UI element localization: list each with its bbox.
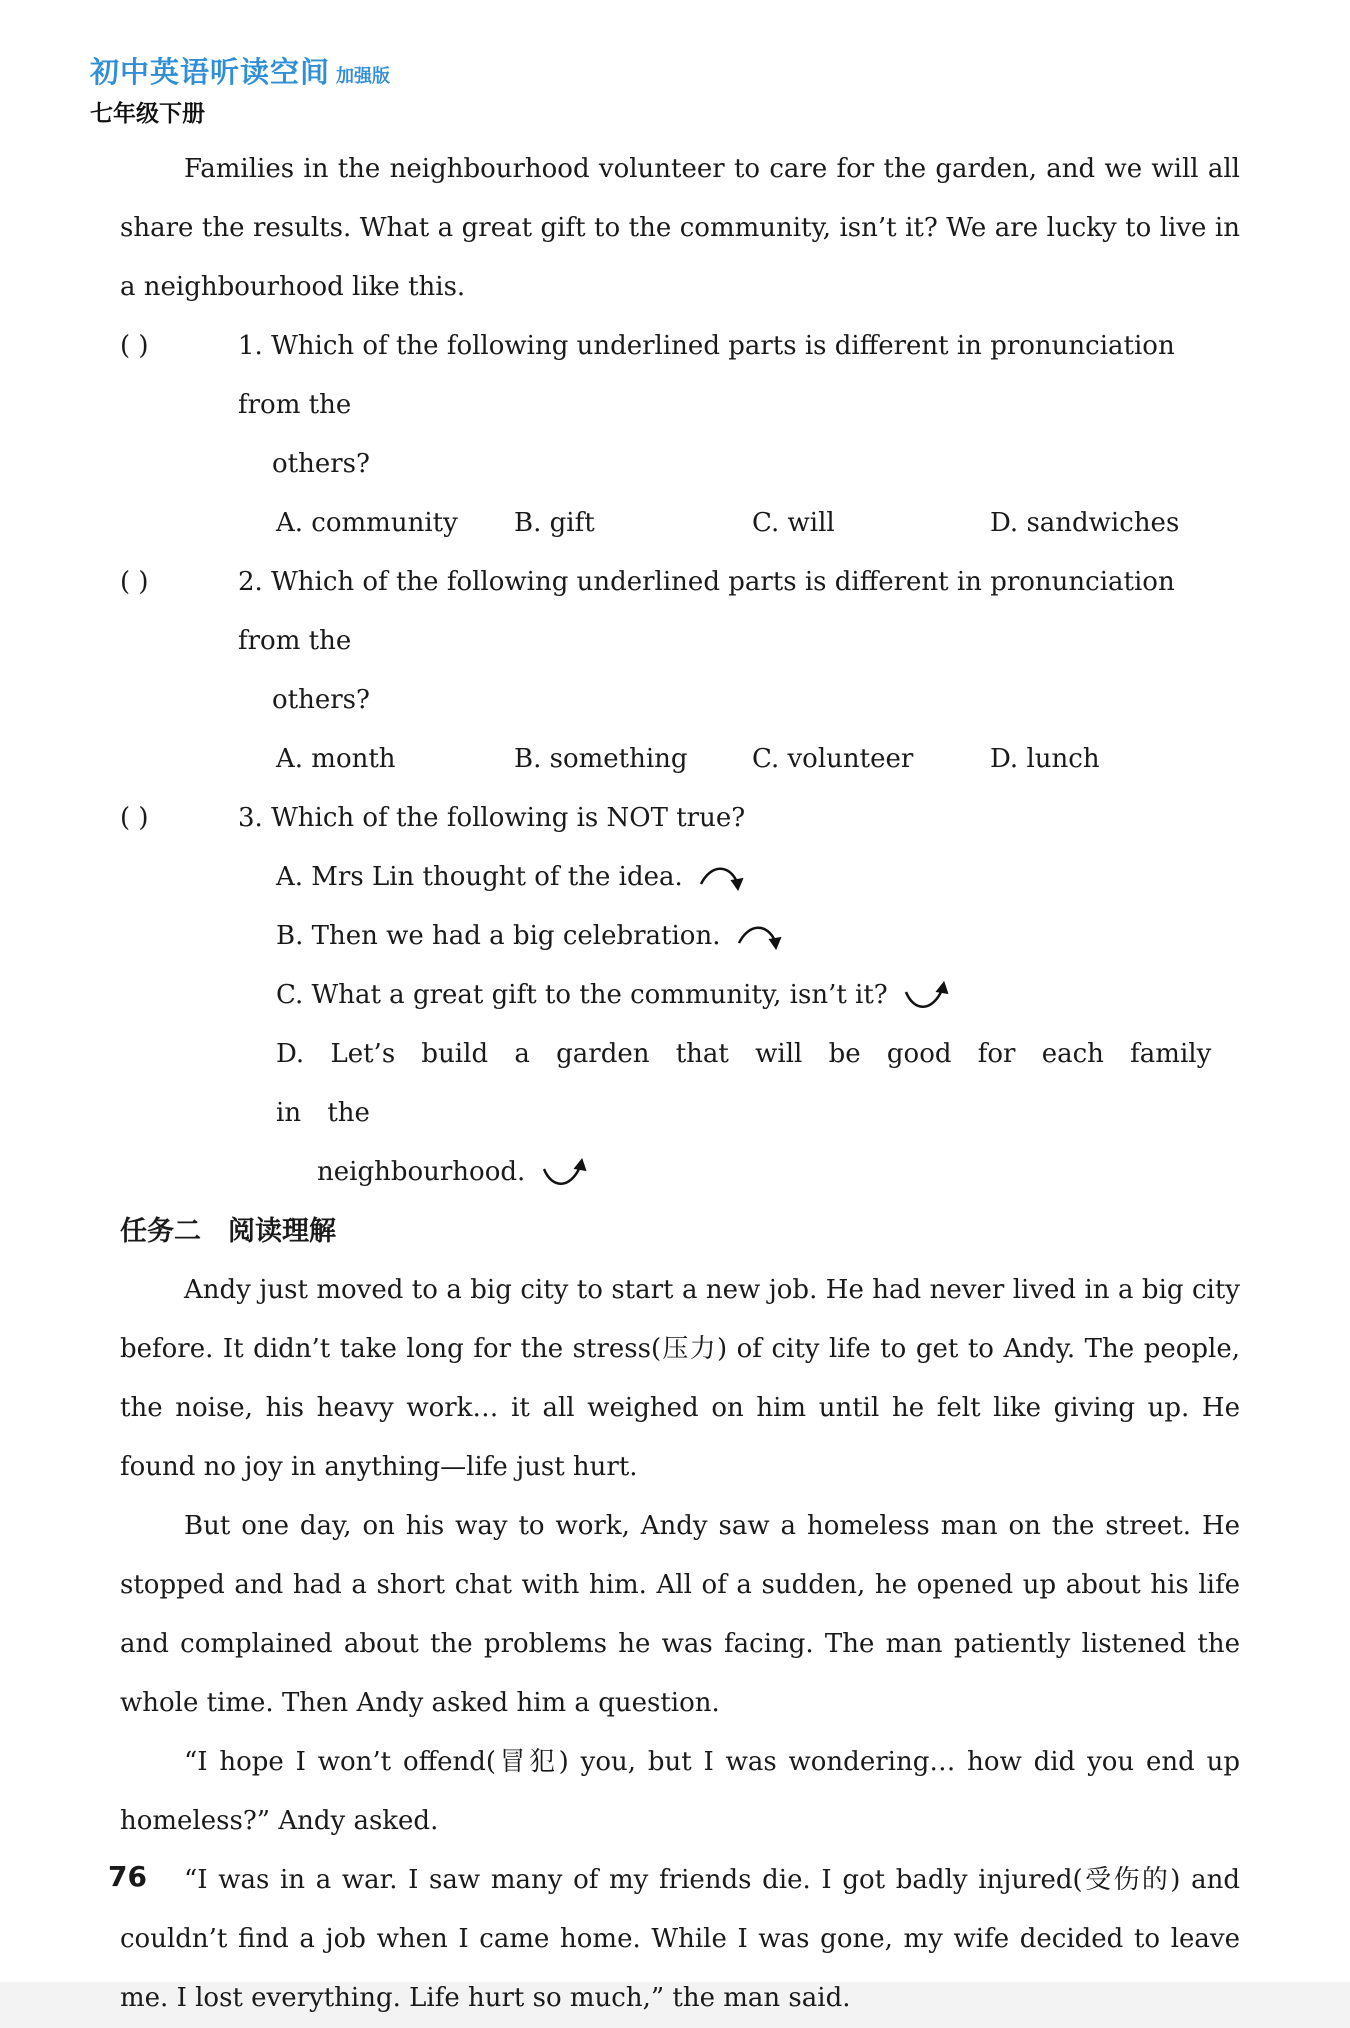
option-b[interactable]: B. gift — [514, 508, 595, 538]
question-number: 1. — [238, 331, 263, 361]
option-d[interactable]: D. Let’s build a garden that will be good for each family in the — [276, 1039, 1212, 1128]
series-title: 初中英语听读空间 — [90, 55, 331, 89]
page-header — [90, 50, 390, 128]
question-text: Which of the following underlined parts is different in pronunciation from the — [238, 331, 1175, 420]
answer-blank[interactable]: ( ) — [120, 567, 149, 597]
option-d[interactable]: D. sandwiches — [990, 508, 1180, 538]
edition-label: 加强版 — [336, 66, 391, 87]
option-d[interactable]: D. lunch — [990, 744, 1100, 774]
falling-intonation-arrow-icon — [735, 919, 787, 955]
option-a[interactable]: A. community — [276, 508, 458, 538]
question-3 — [120, 789, 1240, 848]
reading-paragraph: “I hope I won’t offend(冒犯) you, but I was wondering… how did you end up homeless?” Andy asked. — [120, 1747, 1240, 1836]
reading-paragraph: Andy just moved to a big city to start a new job. He had never lived in a big city before. It didn’t take long for the stress(压力) of city life to get to Andy. The people, the noise, his heavy work… it all weighed on him until he felt like giving up. He found no joy in anything—life just hurt. — [120, 1275, 1240, 1482]
question-number: 2. — [238, 567, 263, 597]
rising-intonation-arrow-icon — [540, 1155, 592, 1191]
question-text: Which of the following is NOT true? — [271, 803, 746, 833]
page-number: 76 — [108, 1860, 147, 1893]
question-text-cont: others? — [272, 685, 370, 715]
question-text-cont: others? — [272, 449, 370, 479]
option-b[interactable]: B. Then we had a big celebration. — [276, 907, 1240, 966]
option-a[interactable]: A. Mrs Lin thought of the idea. — [276, 848, 1240, 907]
question-number: 3. — [238, 803, 263, 833]
option-c[interactable]: C. will — [752, 508, 835, 538]
reading-paragraph: “I was in a war. I saw many of my friends die. I got badly injured(受伤的) and couldn’t find a job when I came home. While I was gone, my wife decided to leave me. I lost everything. Life hurt so much,” the man said. — [120, 1865, 1240, 2013]
options-row — [276, 730, 1240, 789]
intro-paragraph: Families in the neighbourhood volunteer to care for the garden, and we will all share the results. What a great gift to the community, isn’t it? We are lucky to live in a neighbourhood like this. — [120, 154, 1240, 302]
answer-blank[interactable]: ( ) — [120, 331, 149, 361]
question-text: Which of the following underlined parts is different in pronunciation from the — [238, 567, 1175, 656]
option-c[interactable]: C. What a great gift to the community, isn’t it? — [276, 966, 1240, 1025]
options-row — [276, 494, 1240, 553]
option-c[interactable]: C. volunteer — [752, 744, 914, 774]
option-d-cont: neighbourhood. — [317, 1143, 1240, 1202]
option-b[interactable]: B. something — [514, 744, 688, 774]
page-content — [120, 140, 1240, 2028]
falling-intonation-arrow-icon — [697, 860, 749, 896]
section-title: 任务二 阅读理解 — [120, 1216, 336, 1247]
option-a[interactable]: A. month — [276, 744, 396, 774]
rising-intonation-arrow-icon — [902, 978, 954, 1014]
question-2 — [120, 553, 1240, 730]
answer-blank[interactable]: ( ) — [120, 803, 149, 833]
reading-paragraph: But one day, on his way to work, Andy saw a homeless man on the street. He stopped and had a short chat with him. All of a sudden, he opened up about his life and complained about the problems he was facing. The man patiently listened the whole time. Then Andy asked him a question. — [120, 1511, 1240, 1718]
question-1 — [120, 317, 1240, 494]
grade-label: 七年级下册 — [90, 101, 205, 127]
